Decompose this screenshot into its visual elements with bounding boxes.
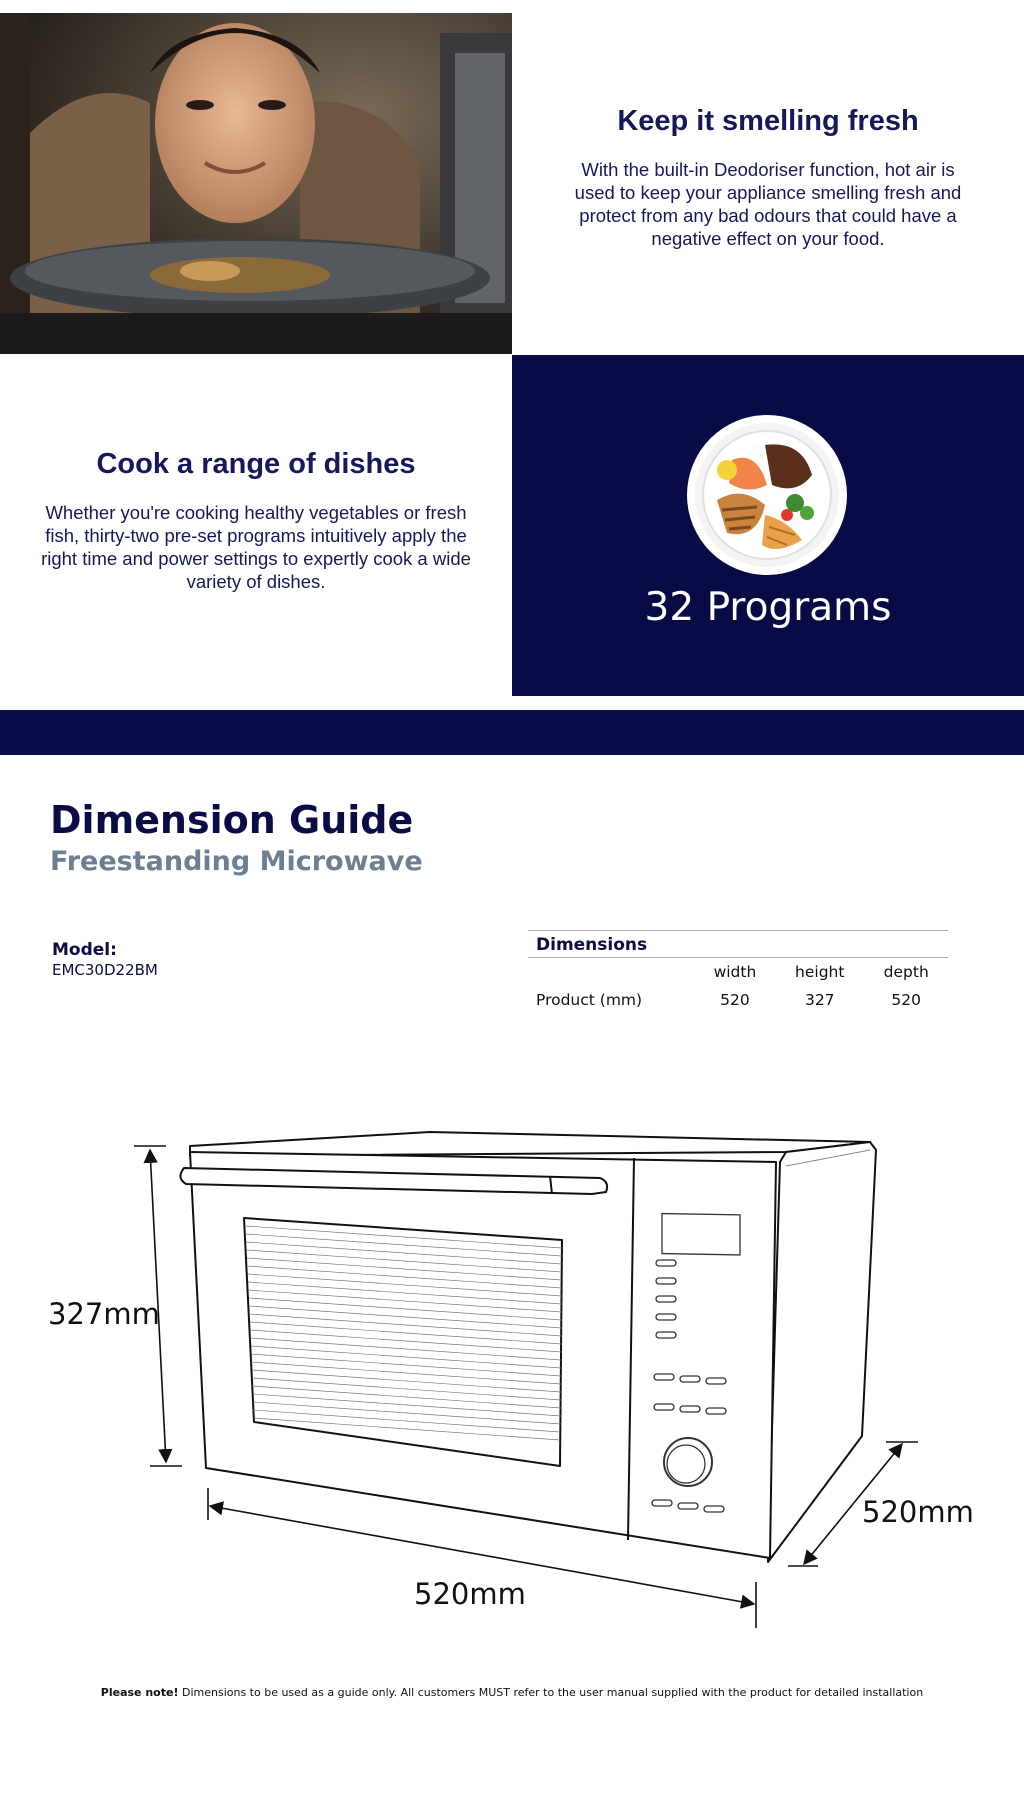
note-text: Dimensions to be used as a guide only. All customers MUST refer to the user manual supplied with the product for detailed installation [178,1686,924,1699]
feature-body: With the built-in Deodoriser function, hot air is used to keep your appliance smelling fresh and protect from any bad odours that could have a negative effect on your food. [574,159,962,249]
model-value: EMC30D22BM [52,961,158,979]
section-divider-band [0,710,1024,755]
programs-count-label: 32 Programs [644,585,892,630]
note-label: Please note! [100,1686,179,1699]
model-label: Model: [52,940,117,960]
food-plate-icon [687,415,847,575]
feature-deodoriser [560,105,976,250]
guide-subtitle: Freestanding Microwave [50,846,423,877]
width-dimension-label: 520mm [414,1577,526,1611]
dimensions-table [528,930,948,1014]
feature-programs-text [38,448,474,593]
column-header-depth: depth [883,963,929,981]
column-header-height: height [795,963,845,981]
microwave-dimension-drawing [0,1110,1024,1650]
column-header-width: width [713,963,757,981]
table-header-row [528,958,948,987]
table-row [528,986,948,1014]
depth-dimension-label: 520mm [862,1495,974,1529]
programs-panel [512,355,1024,696]
row-label: Product (mm) [536,991,643,1009]
microwave-line-drawing [0,1110,1024,1650]
cell-depth: 520 [891,991,922,1009]
feature-title: Keep it smelling fresh [617,105,919,137]
person-microwave-image [0,13,512,354]
hero-photo [0,13,512,354]
disclaimer-note [0,1686,1024,1699]
height-dimension-label: 327mm [48,1297,160,1331]
guide-title: Dimension Guide [50,798,414,842]
feature-body: Whether you're cooking healthy vegetables or fresh fish, thirty-two pre-set programs intuitively apply the right time and power settings to expertly cook a wide variety of dishes. [41,502,471,592]
food-plate-image [687,415,847,575]
feature-title: Cook a range of dishes [96,448,416,480]
table-caption: Dimensions [528,931,948,958]
cell-width: 520 [720,991,750,1009]
cell-height: 327 [804,991,835,1009]
